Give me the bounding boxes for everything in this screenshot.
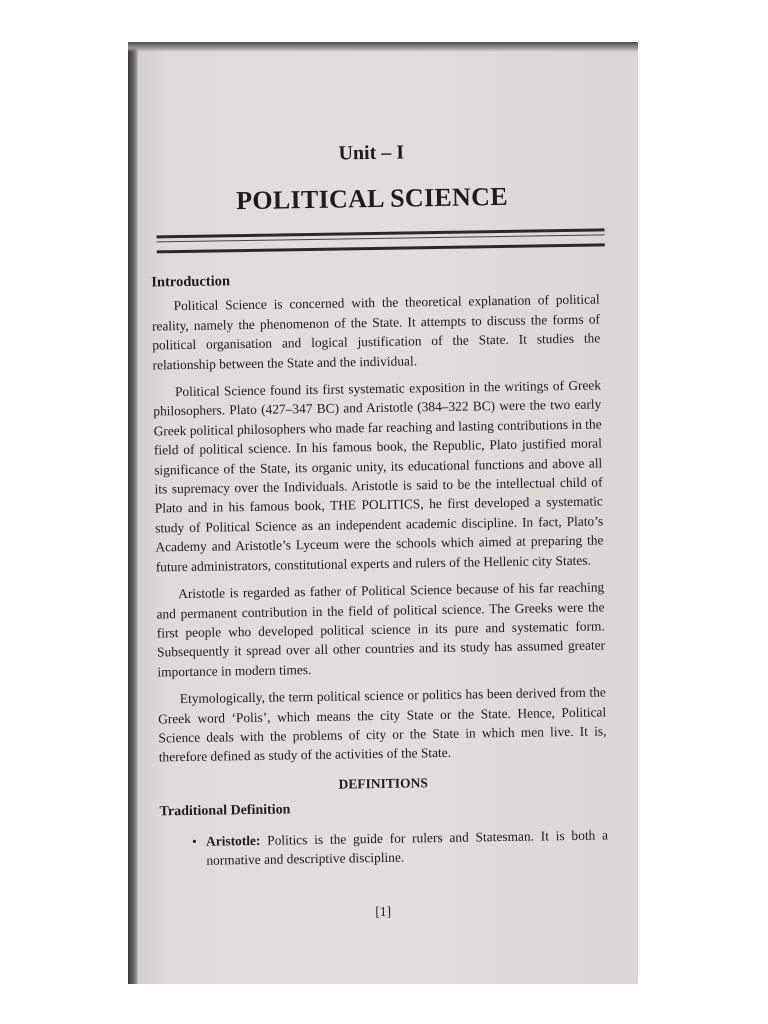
introduction-heading: Introduction — [151, 273, 231, 291]
definitions-heading: DEFINITIONS — [338, 774, 428, 792]
definition-term: Aristotle: — [205, 832, 261, 849]
traditional-definition-heading: Traditional Definition — [159, 802, 291, 820]
aristotle-definition-item — [192, 825, 609, 870]
title-double-rule — [157, 228, 605, 253]
page-body — [151, 266, 608, 870]
intro-paragraph-1: Political Science is concerned with the theoretical explanation of political reality, namely the phenomenon of the State. It attempts to discuss the forms of political organisation and logical justification of the State. It studies the relationship between the State and the individual. — [151, 291, 601, 373]
intro-paragraph-4: Etymologically, the term political science or politics has been derived from the Greek word ‘Polis’, which means the city State or the State. Hence, Political Science deals with the problems of city or the State in which men live. It is, therefore defined as study of the activities of the State. — [158, 684, 607, 765]
book-spine-shadow — [128, 42, 138, 984]
bullet-icon: • — [191, 833, 197, 849]
page-number: [1] — [375, 903, 392, 920]
scanned-page-photo — [128, 42, 638, 984]
book-page — [140, 42, 615, 984]
chapter-title: POLITICAL SCIENCE — [235, 181, 509, 216]
definition-text: Politics is the guide for rulers and Statesman. It is both a normative and descriptive discipline. — [206, 826, 609, 868]
intro-paragraph-3: Aristotle is regarded as father of Political Science because of his far reaching and permanent contribution in the field of political science. The Greeks were the first people who developed political science in its pure and systematic form. Subsequently it spread over all other countries and its study has assumed greater importance in modern times. — [156, 579, 606, 680]
intro-paragraph-2: Political Science found its first systematic exposition in the writings of Greek philosophers. Plato (427–347 BC) and Aristotle (384–322 BC) were the two early Greek political philosophers who made far reaching and lasting contributions in the field of political science. In his famous book, the Republic, Plato justified moral significance of the State, its organic unity, its educational functions and above all its supremacy over the Individuals. Aristotle is said to be the intellectual child of Plato and in his famous book, THE POLITICS, he first developed a systematic study of Political Science as an independent academic discipline. In fact, Plato’s Academy and Aristotle’s Lyceum were the schools which aimed at preparing the future administrators, constitutional experts and rulers of the Hellenic city States. — [153, 377, 604, 575]
unit-label: Unit – I — [338, 141, 405, 165]
